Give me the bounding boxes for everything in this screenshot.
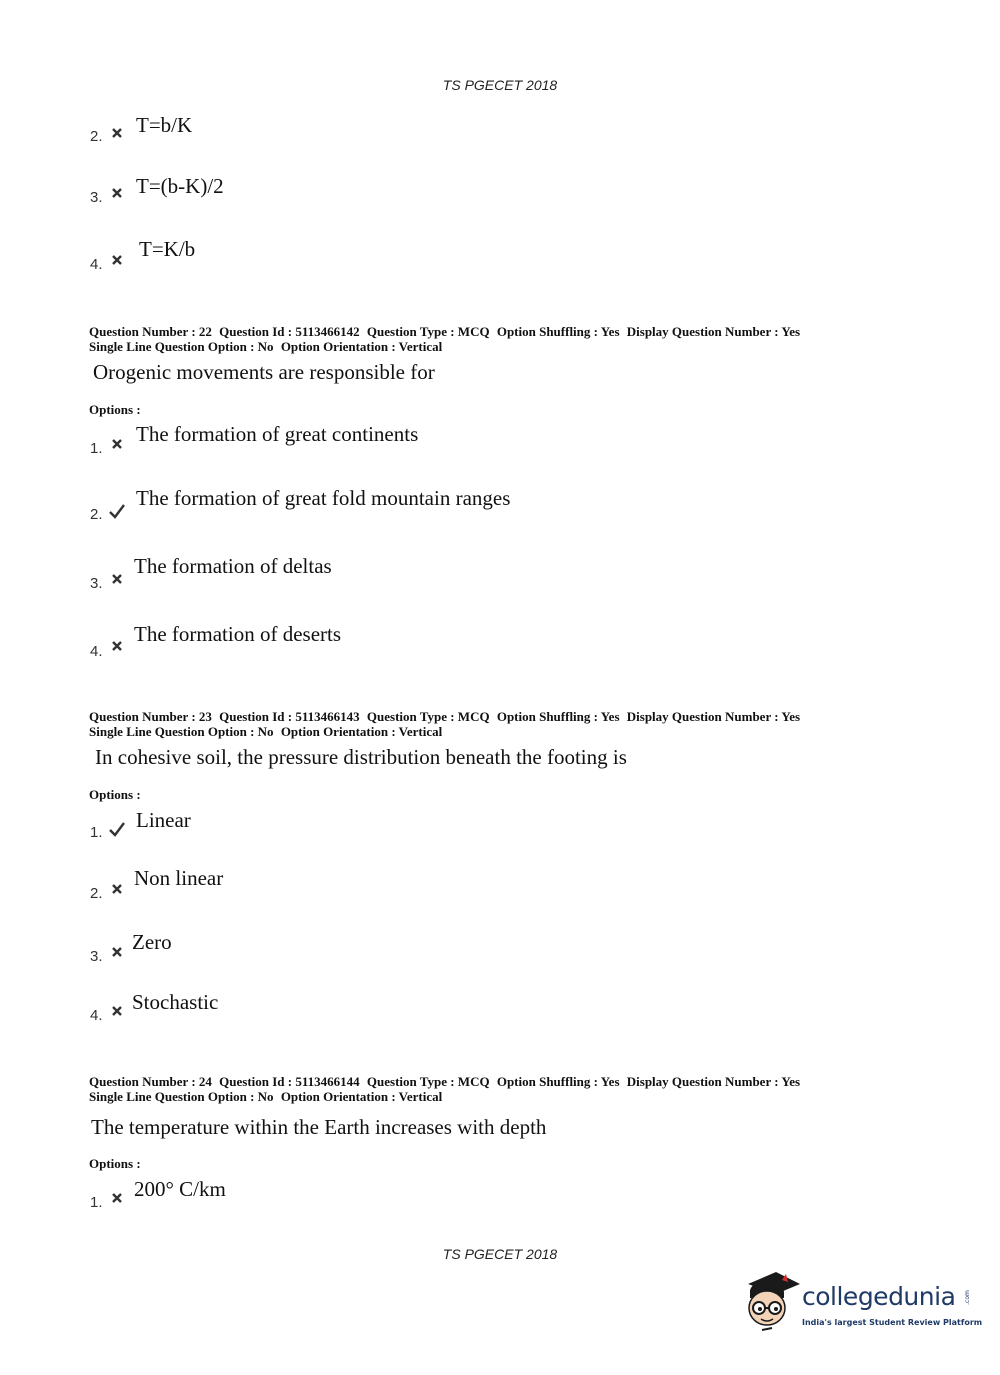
display-question-number: Display Question Number : Yes — [626, 1074, 801, 1089]
question-meta-22 — [89, 324, 804, 354]
option-orientation: Option Orientation : Vertical — [280, 724, 443, 739]
option-number: 3. — [90, 575, 103, 592]
option-number: 4. — [90, 1007, 103, 1024]
option-text: Zero — [132, 930, 172, 954]
question-id: Question Id : 5113466143 — [219, 709, 360, 724]
cross-icon — [110, 639, 124, 653]
option-number: 2. — [90, 128, 103, 145]
single-line-option: Single Line Question Option : No — [89, 724, 274, 739]
cross-icon — [110, 1191, 124, 1205]
cross-icon — [110, 437, 124, 451]
cross-icon — [110, 186, 124, 200]
single-line-option: Single Line Question Option : No — [89, 339, 274, 354]
options-label: Options : — [89, 402, 141, 417]
option-number: 4. — [90, 643, 103, 660]
option-number: 2. — [90, 885, 103, 902]
question-id: Question Id : 5113466144 — [219, 1074, 360, 1089]
option-text: 200° C/km — [134, 1177, 226, 1201]
option-text: The formation of deltas — [134, 554, 332, 578]
question-number: Question Number : 22 — [89, 324, 212, 339]
option-text: The formation of great fold mountain ranges — [136, 486, 511, 510]
options-label: Options : — [89, 787, 141, 802]
option-shuffling: Option Shuffling : Yes — [496, 709, 620, 724]
option-text: Non linear — [134, 866, 224, 890]
display-question-number: Display Question Number : Yes — [626, 709, 801, 724]
option-orientation: Option Orientation : Vertical — [280, 339, 443, 354]
logo-tagline: India's largest Student Review Platform — [802, 1318, 983, 1327]
checkmark-icon — [108, 821, 126, 837]
question-text-24: The temperature within the Earth increases with depth — [91, 1115, 547, 1139]
question-number: Question Number : 23 — [89, 709, 212, 724]
option-text: Stochastic — [132, 990, 219, 1014]
page-header: TS PGECET 2018 — [442, 77, 558, 93]
option-number: 1. — [90, 1194, 103, 1211]
option-text: The formation of deserts — [134, 622, 342, 646]
option-number: 3. — [90, 948, 103, 965]
checkmark-icon — [108, 503, 126, 519]
option-shuffling: Option Shuffling : Yes — [496, 324, 620, 339]
logo-suffix: .com — [963, 1290, 971, 1305]
question-text-23: In cohesive soil, the pressure distribution beneath the footing is — [95, 745, 627, 769]
option-text: T=b/K — [136, 113, 193, 137]
question-type: Question Type : MCQ — [366, 324, 490, 339]
option-number: 1. — [90, 824, 103, 841]
single-line-option: Single Line Question Option : No — [89, 1089, 274, 1104]
question-text-22: Orogenic movements are responsible for — [93, 360, 435, 384]
cross-icon — [110, 253, 124, 267]
option-number: 2. — [90, 506, 103, 523]
option-number: 1. — [90, 440, 103, 457]
option-number: 4. — [90, 256, 103, 273]
question-type: Question Type : MCQ — [366, 709, 490, 724]
cross-icon — [110, 945, 124, 959]
option-shuffling: Option Shuffling : Yes — [496, 1074, 620, 1089]
option-text: The formation of great continents — [136, 422, 419, 446]
cross-icon — [110, 1004, 124, 1018]
collegedunia-logo — [742, 1268, 983, 1338]
question-meta-23 — [89, 709, 804, 739]
page-footer: TS PGECET 2018 — [442, 1246, 558, 1262]
question-id: Question Id : 5113466142 — [219, 324, 360, 339]
option-number: 3. — [90, 189, 103, 206]
options-label: Options : — [89, 1156, 141, 1171]
cross-icon — [110, 882, 124, 896]
option-text: Linear — [136, 808, 191, 832]
cross-icon — [110, 572, 124, 586]
option-orientation: Option Orientation : Vertical — [280, 1089, 443, 1104]
question-meta-24 — [89, 1074, 804, 1104]
option-text: T=K/b — [139, 237, 196, 261]
mascot-icon — [742, 1268, 802, 1338]
question-type: Question Type : MCQ — [366, 1074, 490, 1089]
cross-icon — [110, 126, 124, 140]
display-question-number: Display Question Number : Yes — [626, 324, 801, 339]
question-number: Question Number : 24 — [89, 1074, 212, 1089]
logo-brand: collegedunia — [802, 1282, 956, 1311]
option-text: T=(b-K)/2 — [136, 174, 224, 198]
